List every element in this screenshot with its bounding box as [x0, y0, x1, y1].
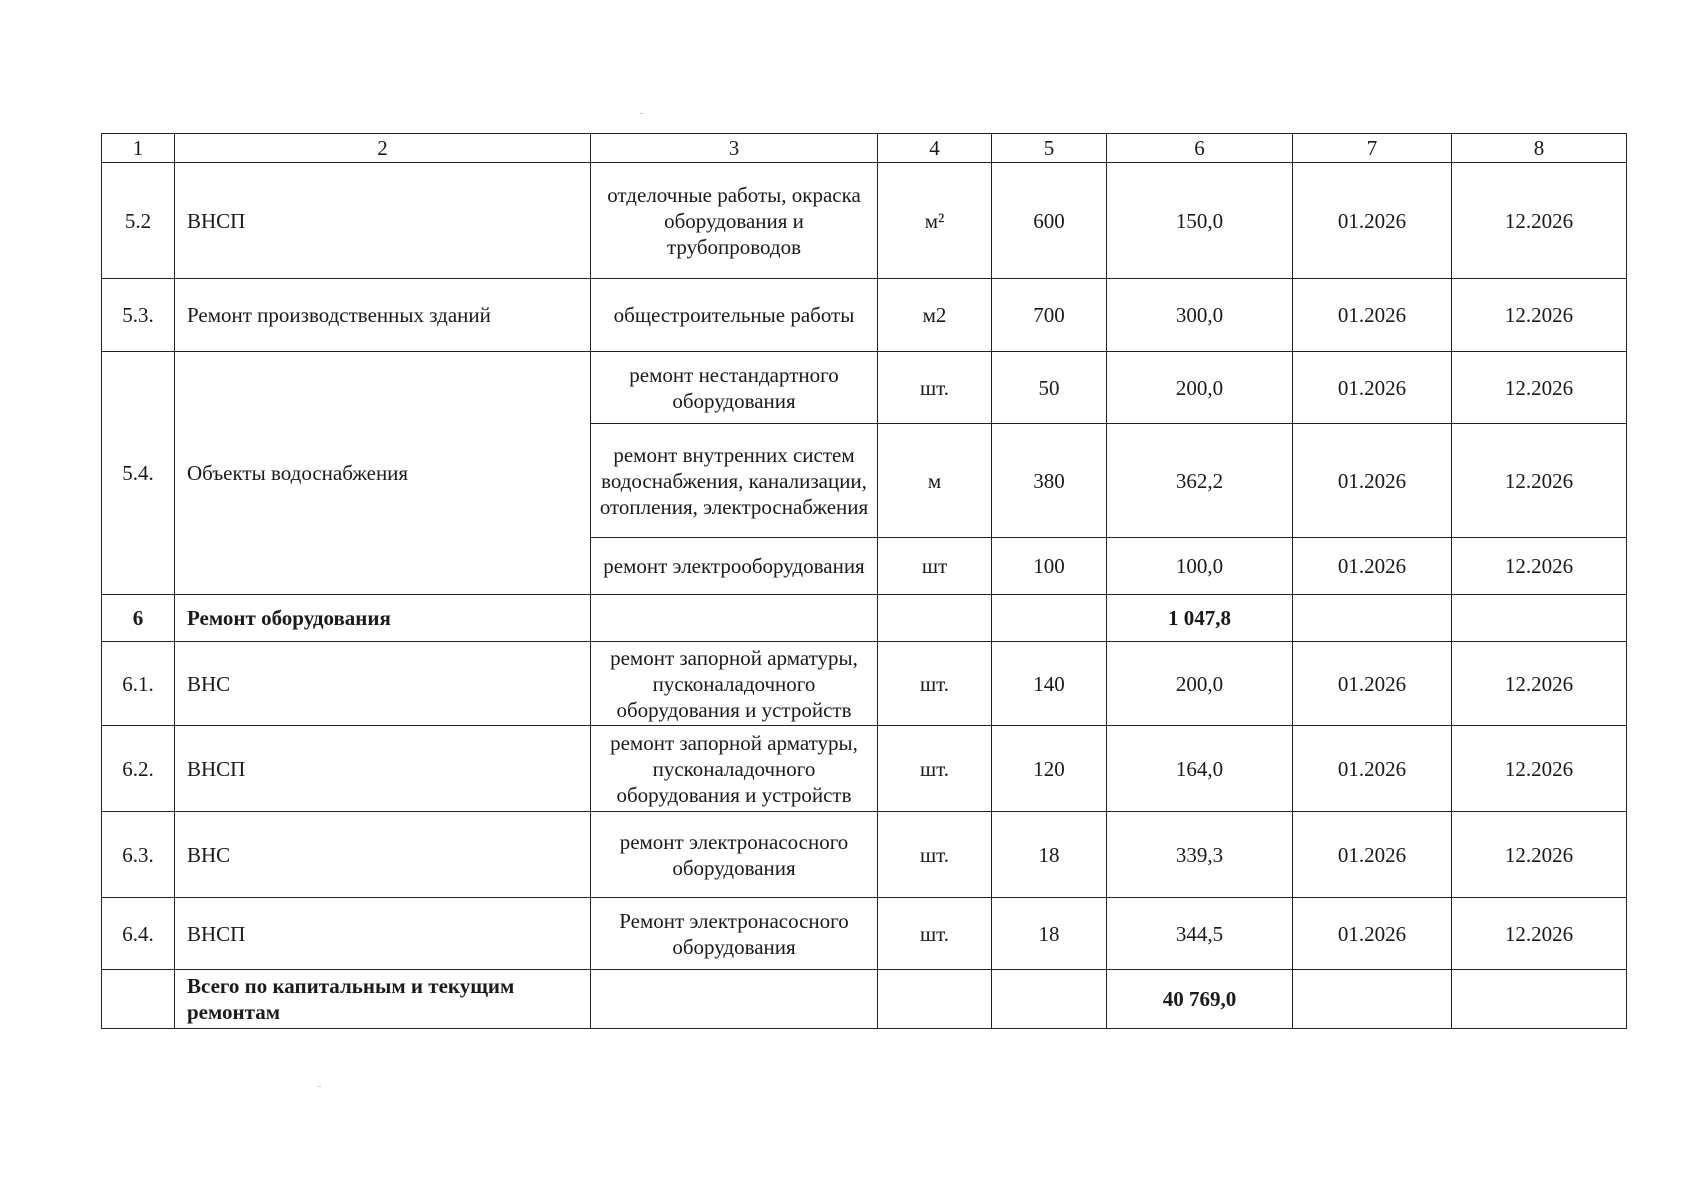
work-type: ремонт запорной арматуры, пусконаладочного оборудования и устройств: [591, 726, 878, 812]
unit: м2: [878, 279, 992, 352]
column-number: 2: [175, 134, 591, 163]
object-name: ВНС: [175, 812, 591, 898]
section-row: [102, 595, 1627, 642]
cost: 339,3: [1107, 812, 1293, 898]
cost: 100,0: [1107, 538, 1293, 595]
start-date: 01.2026: [1293, 812, 1452, 898]
row-number: 6: [102, 595, 175, 642]
cost: 200,0: [1107, 352, 1293, 424]
empty-cell: [591, 970, 878, 1029]
row-number: 6.3.: [102, 812, 175, 898]
unit: шт.: [878, 812, 992, 898]
end-date: 12.2026: [1452, 726, 1627, 812]
table-row: [102, 812, 1627, 898]
quantity: 100: [992, 538, 1107, 595]
row-number: 5.3.: [102, 279, 175, 352]
cost: 300,0: [1107, 279, 1293, 352]
quantity: 380: [992, 424, 1107, 538]
work-type: ремонт электронасосного оборудования: [591, 812, 878, 898]
start-date: 01.2026: [1293, 726, 1452, 812]
unit: шт.: [878, 898, 992, 970]
table-row: [102, 279, 1627, 352]
scan-speck: [640, 113, 643, 114]
quantity: 50: [992, 352, 1107, 424]
end-date: 12.2026: [1452, 538, 1627, 595]
empty-cell: [878, 970, 992, 1029]
object-name: Ремонт производственных зданий: [175, 279, 591, 352]
end-date: 12.2026: [1452, 279, 1627, 352]
unit: м: [878, 424, 992, 538]
table-row: [102, 352, 1627, 424]
cost: 150,0: [1107, 163, 1293, 279]
empty-cell: [102, 970, 175, 1029]
cost: 200,0: [1107, 642, 1293, 726]
work-type: ремонт нестандартного оборудования: [591, 352, 878, 424]
column-number: 6: [1107, 134, 1293, 163]
row-number: 5.4.: [102, 352, 175, 595]
work-type: ремонт внутренних систем водоснабжения, канализации, отопления, электроснабжения: [591, 424, 878, 538]
work-type: ремонт электрооборудования: [591, 538, 878, 595]
row-number: 6.2.: [102, 726, 175, 812]
quantity: 18: [992, 898, 1107, 970]
end-date: 12.2026: [1452, 898, 1627, 970]
empty-cell: [1293, 970, 1452, 1029]
empty-cell: [1293, 595, 1452, 642]
empty-cell: [992, 595, 1107, 642]
row-number: 6.1.: [102, 642, 175, 726]
unit: шт.: [878, 352, 992, 424]
unit: м²: [878, 163, 992, 279]
object-name: Объекты водоснабжения: [175, 352, 591, 595]
work-type: отделочные работы, окраска оборудования и трубопроводов: [591, 163, 878, 279]
column-number: 4: [878, 134, 992, 163]
object-name: ВНСП: [175, 726, 591, 812]
quantity: 700: [992, 279, 1107, 352]
empty-cell: [591, 595, 878, 642]
column-number: 1: [102, 134, 175, 163]
work-type: общестроительные работы: [591, 279, 878, 352]
start-date: 01.2026: [1293, 424, 1452, 538]
grand-total-label: Всего по капитальным и текущим ремонтам: [175, 970, 591, 1029]
column-number: 7: [1293, 134, 1452, 163]
unit: шт.: [878, 642, 992, 726]
cost: 362,2: [1107, 424, 1293, 538]
grand-total-row: [102, 970, 1627, 1029]
quantity: 600: [992, 163, 1107, 279]
empty-cell: [878, 595, 992, 642]
unit: шт.: [878, 726, 992, 812]
start-date: 01.2026: [1293, 538, 1452, 595]
start-date: 01.2026: [1293, 163, 1452, 279]
end-date: 12.2026: [1452, 352, 1627, 424]
cost: 344,5: [1107, 898, 1293, 970]
quantity: 140: [992, 642, 1107, 726]
end-date: 12.2026: [1452, 163, 1627, 279]
scan-speck: [318, 1086, 321, 1087]
row-number: 5.2: [102, 163, 175, 279]
cost: 164,0: [1107, 726, 1293, 812]
start-date: 01.2026: [1293, 352, 1452, 424]
grand-total-value: 40 769,0: [1107, 970, 1293, 1029]
table-row: [102, 898, 1627, 970]
empty-cell: [992, 970, 1107, 1029]
table-row: [102, 163, 1627, 279]
table-row: [102, 642, 1627, 726]
row-number: 6.4.: [102, 898, 175, 970]
object-name: ВНС: [175, 642, 591, 726]
end-date: 12.2026: [1452, 642, 1627, 726]
object-name: ВНСП: [175, 898, 591, 970]
work-type: ремонт запорной арматуры, пусконаладочного оборудования и устройств: [591, 642, 878, 726]
column-number: 5: [992, 134, 1107, 163]
table-row: [102, 726, 1627, 812]
empty-cell: [1452, 970, 1627, 1029]
column-number-row: [102, 134, 1627, 163]
end-date: 12.2026: [1452, 812, 1627, 898]
empty-cell: [1452, 595, 1627, 642]
end-date: 12.2026: [1452, 424, 1627, 538]
section-title: Ремонт оборудования: [175, 595, 591, 642]
start-date: 01.2026: [1293, 279, 1452, 352]
object-name: ВНСП: [175, 163, 591, 279]
column-number: 3: [591, 134, 878, 163]
section-total: 1 047,8: [1107, 595, 1293, 642]
work-type: Ремонт электронасосного оборудования: [591, 898, 878, 970]
start-date: 01.2026: [1293, 642, 1452, 726]
start-date: 01.2026: [1293, 898, 1452, 970]
column-number: 8: [1452, 134, 1627, 163]
unit: шт: [878, 538, 992, 595]
quantity: 18: [992, 812, 1107, 898]
repair-schedule-table: [101, 133, 1627, 1029]
quantity: 120: [992, 726, 1107, 812]
